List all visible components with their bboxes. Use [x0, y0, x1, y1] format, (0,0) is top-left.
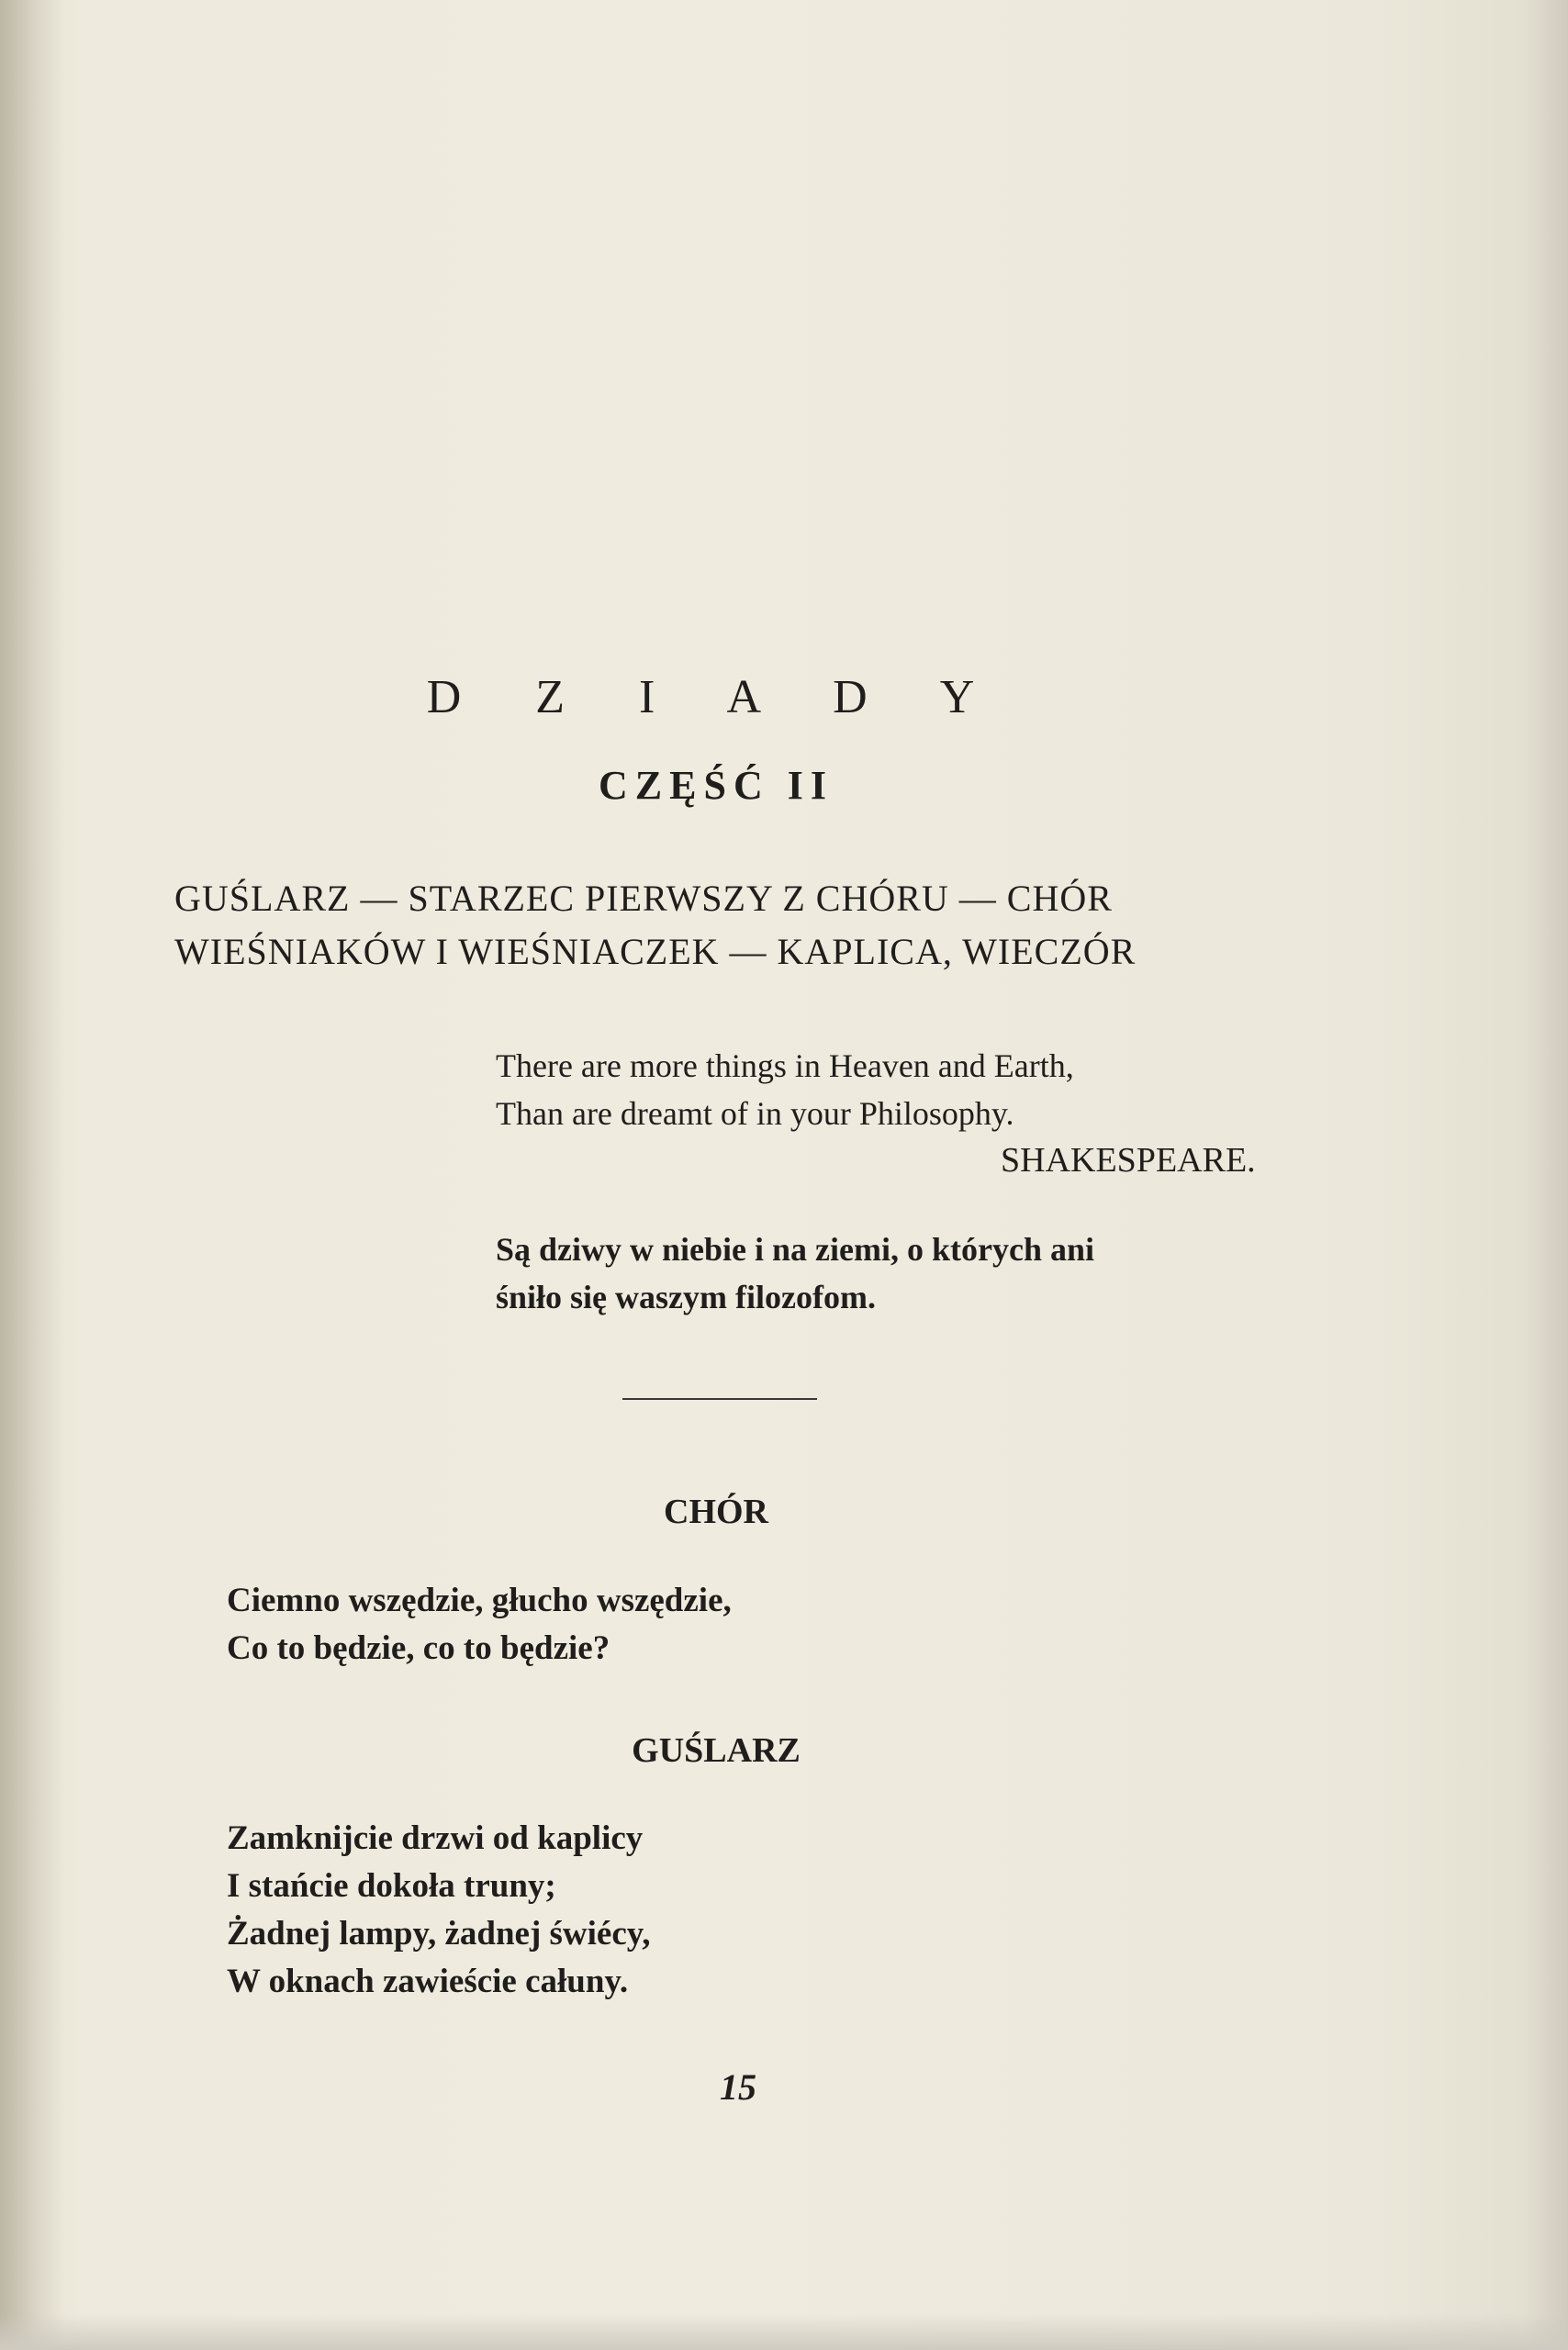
page-number: 15	[720, 2066, 756, 2108]
dramatis-personae	[174, 872, 1136, 979]
verse-line: Ciemno wszędzie, głucho wszędzie,	[227, 1582, 732, 1619]
section-divider	[622, 1398, 817, 1400]
epigraph-line: There are more things in Heaven and Earth,	[496, 1047, 1074, 1084]
epigraph	[496, 1042, 1074, 1137]
persons-line: WIEŚNIAKÓW I WIEŚNIACZEK — KAPLICA, WIECZÓR	[174, 931, 1137, 972]
translation-line: Są dziwy w niebie i na ziemi, o których ani	[496, 1231, 1095, 1268]
epigraph-line: Than are dreamt of in your Philosophy.	[496, 1095, 1014, 1132]
page-bottom-edge	[0, 2313, 1568, 2350]
epigraph-translation	[496, 1225, 1094, 1321]
verse-stanza	[227, 1577, 732, 1673]
page-title: D Z I A D Y	[426, 671, 1006, 723]
verse-line: Zamknijcie drzwi od kaplicy	[227, 1819, 644, 1857]
part-subtitle: CZĘŚĆ II	[599, 763, 834, 808]
verse-line: Żadnej lampy, żadnej świécy,	[227, 1915, 651, 1953]
speaker-heading: CHÓR	[664, 1493, 768, 1531]
verse-line: I stańcie dokoła truny;	[227, 1867, 556, 1905]
persons-line: GUŚLARZ — STARZEC PIERWSZY Z CHÓRU — CHÓR	[174, 878, 1113, 919]
verse-line: W oknach zawieście całuny.	[227, 1963, 629, 2000]
verse-line: Co to będzie, co to będzie?	[227, 1629, 610, 1667]
page-gutter-shadow	[0, 0, 64, 2350]
speaker-heading: GUŚLARZ	[632, 1731, 801, 1770]
verse-stanza	[227, 1815, 651, 2006]
translation-line: śniło się waszym filozofom.	[496, 1279, 876, 1315]
epigraph-attribution: SHAKESPEARE.	[1001, 1141, 1256, 1180]
